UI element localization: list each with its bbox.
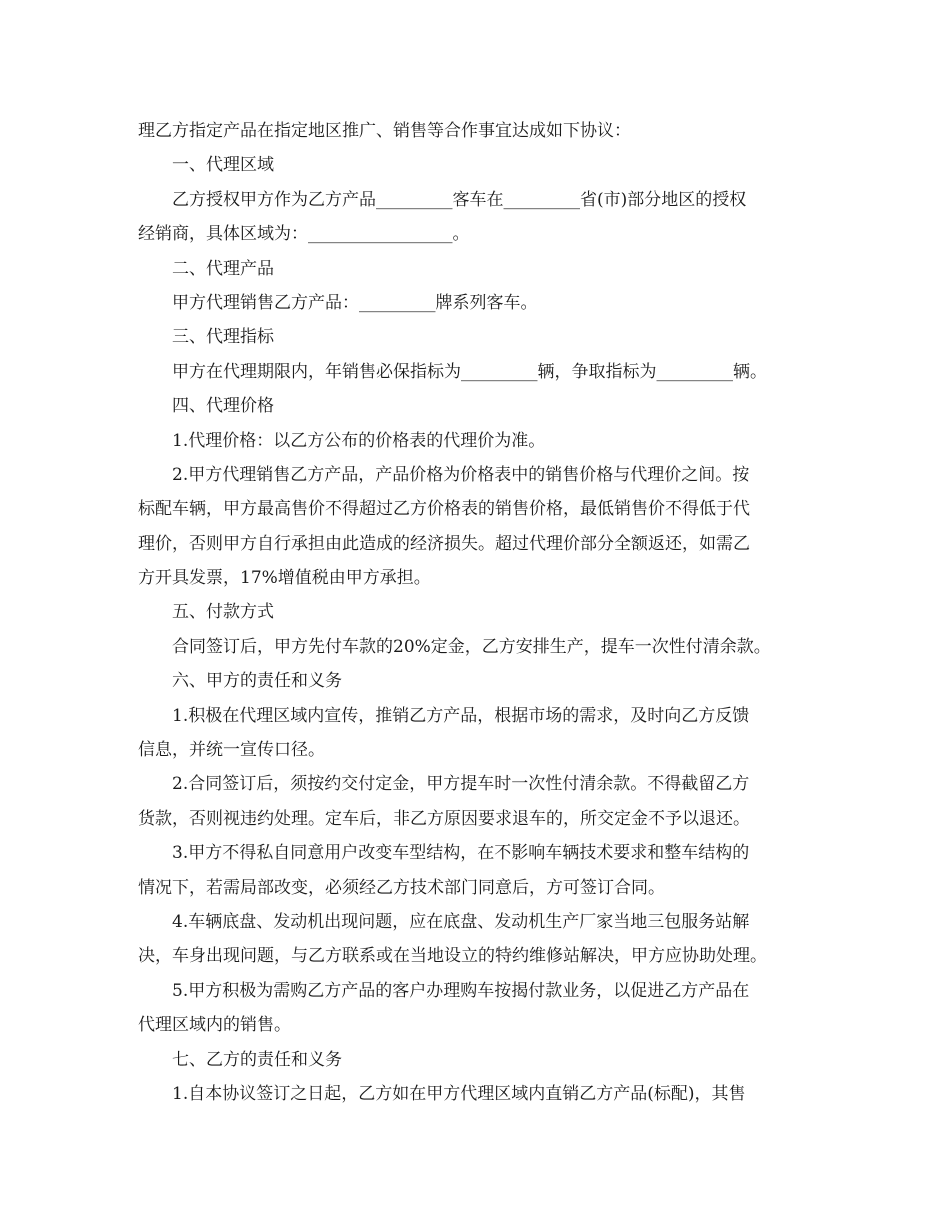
document-line: 情况下，若需局部改变，必须经乙方技术部门同意后，方可签订合同。: [138, 877, 665, 898]
document-line: 六、甲方的责任和义务: [172, 671, 342, 692]
document-line: 信息，并统一宣传口径。: [138, 740, 325, 761]
document-line: 方开具发票，17%增值税由甲方承担。: [138, 568, 431, 589]
document-line: 2.合同签订后，须按约交付定金，甲方提车时一次性付清余款。不得截留乙方: [172, 774, 750, 795]
document-line: 决，车身出现问题，与乙方联系或在当地设立的特约维修站解决，甲方应协助处理。: [138, 946, 767, 967]
document-line: 1.自本协议签订之日起，乙方如在甲方代理区域内直销乙方产品(标配)，其售: [172, 1083, 746, 1104]
document-line: 货款，否则视违约处理。定车后，非乙方原因要求退车的，所交定金不予以退还。: [138, 808, 750, 829]
document-line: 甲方在代理期限内，年销售必保指标为_________辆，争取指标为_________辆。: [172, 361, 767, 382]
document-body: [138, 114, 828, 1111]
document-line: 三、代理指标: [172, 327, 274, 348]
document-line: 1.代理价格：以乙方公布的价格表的代理价为准。: [172, 430, 546, 451]
document-line: 乙方授权甲方作为乙方产品_________客车在_________省(市)部分地区的授权: [172, 189, 747, 210]
document-line: 理价，否则甲方自行承担由此造成的经济损失。超过代理价部分全额返还，如需乙: [138, 533, 750, 554]
document-line: 代理区域内的销售。: [138, 1015, 291, 1036]
document-line: 理乙方指定产品在指定地区推广、销售等合作事宜达成如下协议：: [138, 121, 631, 141]
document-line: 五、付款方式: [172, 602, 274, 623]
document-line: 3.甲方不得私自同意用户改变车型结构，在不影响车辆技术要求和整车结构的: [172, 843, 750, 864]
document-line: 4.车辆底盘、发动机出现问题，应在底盘、发动机生产厂家当地三包服务站解: [172, 911, 750, 932]
document-line: 二、代理产品: [172, 258, 274, 279]
document-line: 甲方代理销售乙方产品：_________牌系列客车。: [172, 292, 538, 313]
document-line: 经销商，具体区域为：_________________。: [138, 224, 470, 245]
document-line: 标配车辆，甲方最高售价不得超过乙方价格表的销售价格，最低销售价不得低于代: [138, 499, 750, 520]
document-line: 1.积极在代理区域内宣传，推销乙方产品，根据市场的需求，及时向乙方反馈: [172, 705, 750, 726]
document-line: 合同签订后，甲方先付车款的20%定金，乙方安排生产，提车一次性付清余款。: [172, 636, 771, 657]
document-line: 七、乙方的责任和义务: [172, 1049, 342, 1070]
document-line: 5.甲方积极为需购乙方产品的客户办理购车按揭付款业务，以促进乙方产品在: [172, 980, 750, 1001]
document-line: 2.甲方代理销售乙方产品，产品价格为价格表中的销售价格与代理价之间。按: [172, 464, 750, 485]
document-line: 四、代理价格: [172, 396, 274, 417]
document-line: 一、代理区域: [172, 155, 274, 176]
